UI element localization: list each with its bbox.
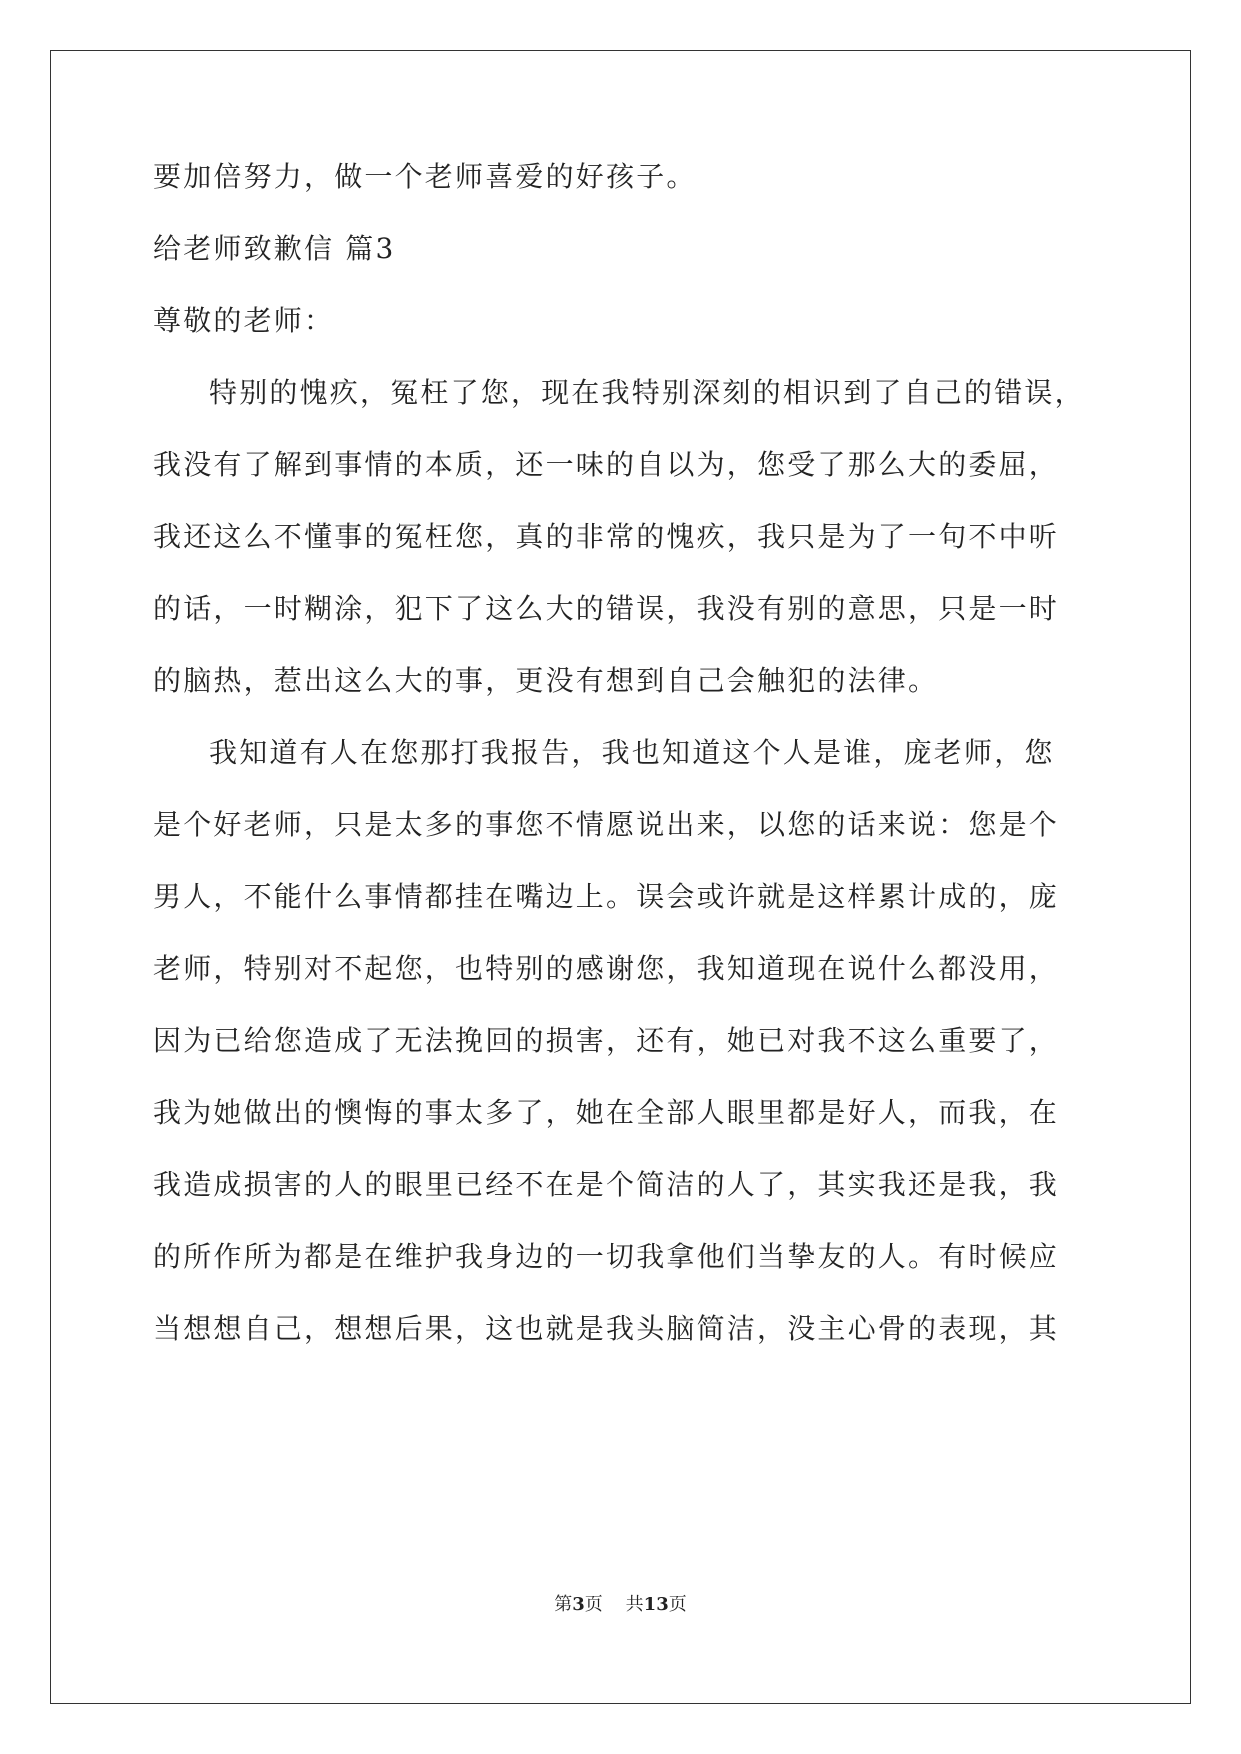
page-current: 3 <box>572 1594 585 1615</box>
paragraph-2-line-1: 我知道有人在您那打我报告，我也知道这个人是谁，庞老师，您 <box>209 736 1055 769</box>
paragraph-1-line-1: 特别的愧疚，冤枉了您，现在我特别深刻的相识到了自己的错误， <box>209 376 1085 409</box>
letter-salutation: 尊敬的老师： <box>153 304 335 337</box>
text-line-1: 要加倍努力，做一个老师喜爱的好孩子。 <box>153 160 697 193</box>
page-prefix: 第 <box>554 1594 573 1615</box>
paragraph-1-line-5: 的脑热，惹出这么大的事，更没有想到自己会触犯的法律。 <box>153 664 939 697</box>
paragraph-2-line-8: 的所作所为都是在维护我身边的一切我拿他们当挚友的人。有时候应 <box>153 1240 1060 1273</box>
paragraph-2-line-6: 我为她做出的懊悔的事太多了，她在全部人眼里都是好人，而我，在 <box>153 1096 1060 1129</box>
paragraph-2-line-9: 当想想自己，想想后果，这也就是我头脑简洁，没主心骨的表现，其 <box>153 1312 1060 1345</box>
total-suffix: 页 <box>668 1594 687 1615</box>
paragraph-1-line-4: 的话，一时糊涂，犯下了这么大的错误，我没有别的意思，只是一时 <box>153 592 1060 625</box>
page-total: 13 <box>643 1594 669 1615</box>
page-suffix: 页 <box>584 1594 603 1615</box>
total-prefix: 共 <box>625 1594 644 1615</box>
paragraph-1-line-2: 我没有了解到事情的本质，还一味的自以为，您受了那么大的委屈， <box>153 448 1060 481</box>
paragraph-2-line-4: 老师，特别对不起您，也特别的感谢您，我知道现在说什么都没用， <box>153 952 1060 985</box>
paragraph-2-line-2: 是个好老师，只是太多的事您不情愿说出来，以您的话来说：您是个 <box>153 808 1060 841</box>
section-heading: 给老师致歉信 篇3 <box>153 232 396 265</box>
paragraph-2-line-7: 我造成损害的人的眼里已经不在是个简洁的人了，其实我还是我，我 <box>153 1168 1060 1201</box>
paragraph-2-line-5: 因为已给您造成了无法挽回的损害，还有，她已对我不这么重要了， <box>153 1024 1060 1057</box>
page-footer <box>0 1593 1241 1617</box>
paragraph-2-line-3: 男人，不能什么事情都挂在嘴边上。误会或许就是这样累计成的，庞 <box>153 880 1060 913</box>
paragraph-1-line-3: 我还这么不懂事的冤枉您，真的非常的愧疚，我只是为了一句不中听 <box>153 520 1060 553</box>
